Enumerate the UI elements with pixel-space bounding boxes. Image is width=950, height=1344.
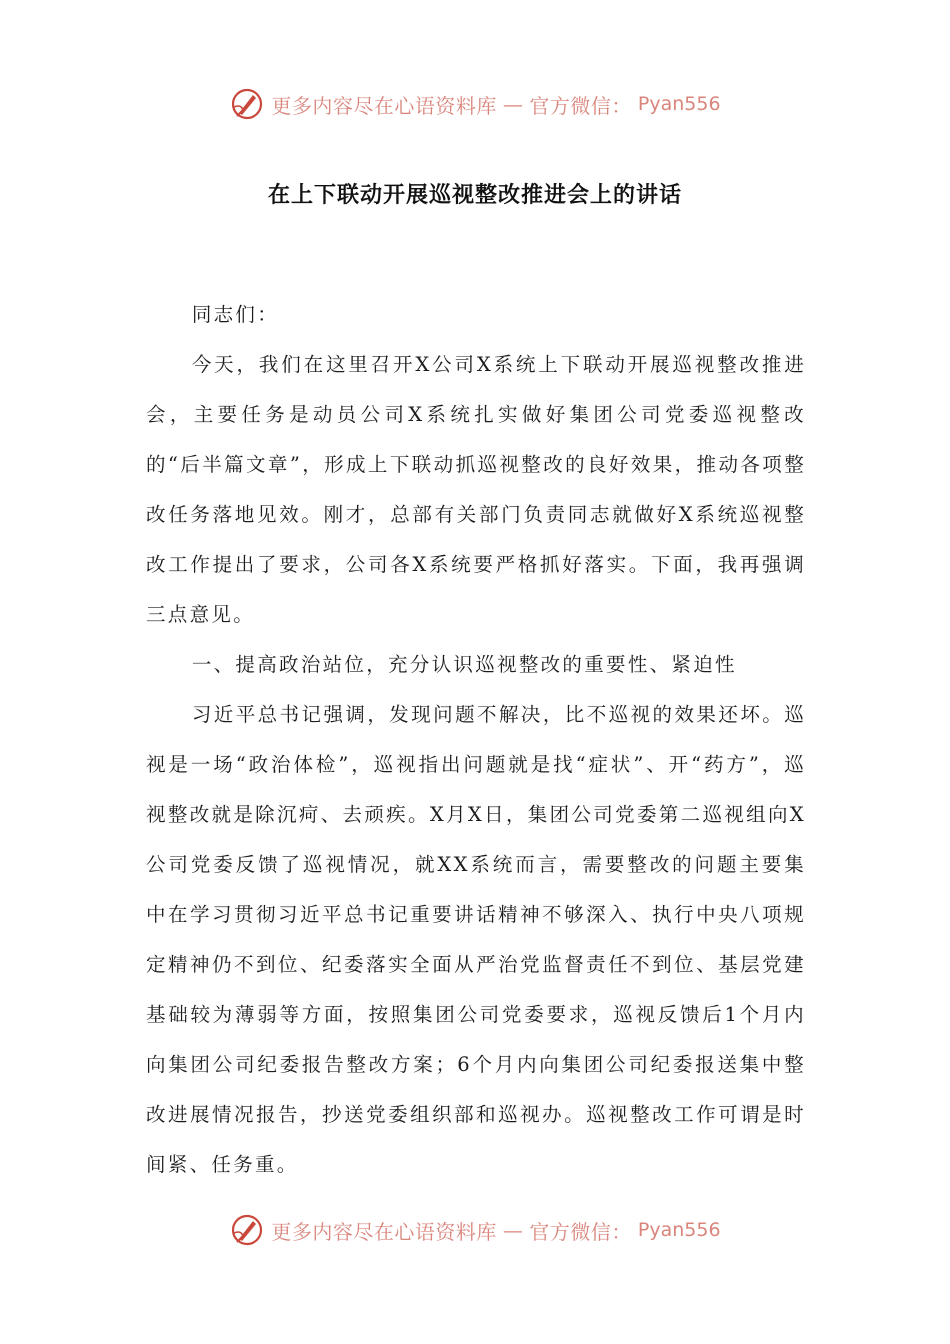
watermark-wechat-id: Pyan556	[637, 93, 721, 115]
body-paragraph: 习近平总书记强调，发现问题不解决，比不巡视的效果还坏。巡视是一场“政治体检”，巡视指出问题就是找“症状”、开“药方”，巡视整改就是除沉疴、去顽疾。X月X日，集团公司党委第二巡视组向X公司党委反馈了巡视情况，就XX系统而言，需要整改的问题主要集中在学习贯彻习近平总书记重要讲话精神不够深入、执行中央八项规定精神仍不到位、纪委落实全面从严治党监督责任不到位、基层党建基础较为薄弱等方面，按照集团公司党委要求，巡视反馈后1个月内向集团公司纪委报告整改方案；6个月内向集团公司纪委报送集中整改进展情况报告，抄送党委组织部和巡视办。巡视整改工作可谓是时间紧、任务重。	[146, 703, 806, 1176]
footer-watermark	[0, 1210, 950, 1250]
watermark-wechat-label: 官方微信：	[529, 1219, 632, 1244]
intro-paragraph: 今天，我们在这里召开X公司X系统上下联动开展巡视整改推进会，主要任务是动员公司X系统扎实做好集团公司党委巡视整改的“后半篇文章”，形成上下联动抓巡视整改的良好效果，推动各项整改任务落地见效。刚才，总部有关部门负责同志就做好X系统巡视整改工作提出了要求，公司各X系统要严格抓好落实。下面，我再强调三点意见。	[146, 353, 806, 626]
document-body	[146, 290, 806, 1190]
salutation-paragraph: 同志们：	[191, 303, 280, 326]
quill-logo-icon	[229, 86, 265, 122]
section-heading: 一、提高政治站位，充分认识巡视整改的重要性、紧迫性	[191, 653, 737, 676]
watermark-wechat-label: 官方微信：	[529, 93, 632, 118]
watermark-text: 更多内容尽在心语资料库	[271, 1219, 497, 1244]
watermark-separator: —	[502, 1218, 524, 1242]
watermark-separator: —	[502, 92, 524, 116]
header-watermark	[0, 84, 950, 124]
watermark-text: 更多内容尽在心语资料库	[271, 93, 497, 118]
watermark-wechat-id: Pyan556	[637, 1219, 721, 1241]
document-title: 在上下联动开展巡视整改推进会上的讲话	[267, 183, 682, 208]
quill-logo-icon	[229, 1212, 265, 1248]
